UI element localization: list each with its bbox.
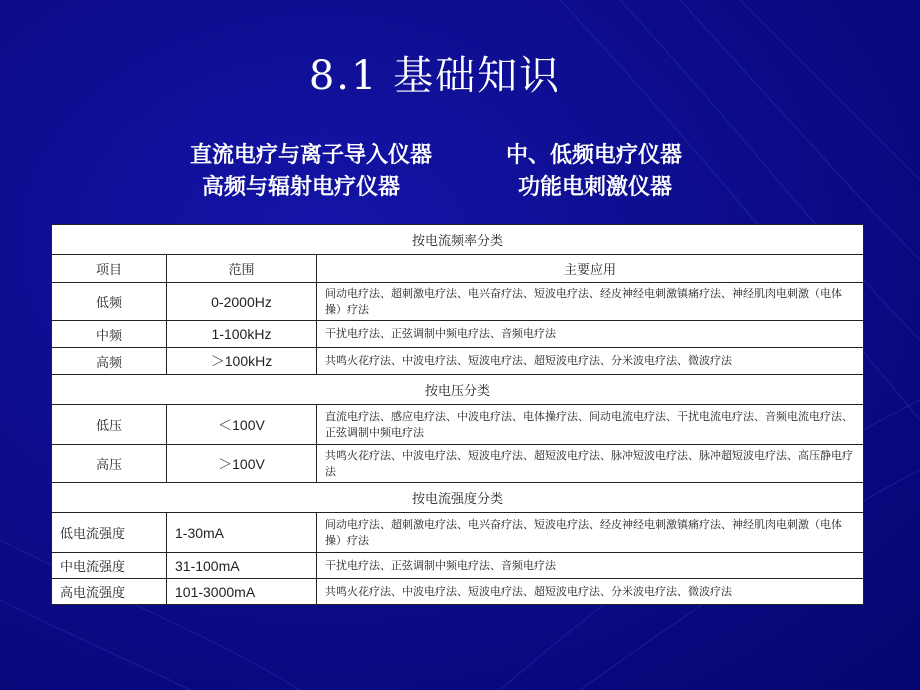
section-row [52, 483, 864, 513]
category-mid-low-freq: 中、低频电疗仪器 [506, 143, 683, 168]
table-row [52, 553, 864, 579]
table-row [52, 579, 864, 605]
range-cell: ＞100V [167, 445, 317, 483]
application-cell: 干扰电疗法、正弦调制中频电疗法、音频电疗法 [317, 321, 864, 348]
item-cell: 高频 [52, 348, 167, 375]
header-row [52, 255, 864, 283]
category-high-freq: 高频与辐射电疗仪器 [202, 175, 401, 200]
header-item: 项目 [52, 255, 167, 283]
application-cell: 共鸣火花疗法、中波电疗法、短波电疗法、超短波电疗法、脉冲短波电疗法、脉冲超短波电疗法、高压静电疗法 [317, 445, 864, 483]
range-cell: 1-100kHz [167, 321, 317, 348]
item-cell: 高电流强度 [52, 579, 167, 605]
header-range: 范围 [167, 255, 317, 283]
table-row [52, 513, 864, 553]
item-cell: 高压 [52, 445, 167, 483]
application-cell: 间动电疗法、超刺激电疗法、电兴奋疗法、短波电疗法、经皮神经电刺激镇痛疗法、神经肌肉电刺激（电体操）疗法 [317, 283, 864, 321]
table-row [52, 321, 864, 348]
range-cell: 101-3000mA [167, 579, 317, 605]
table-row [52, 283, 864, 321]
slide-title: 8.1 基础知识 [308, 53, 562, 99]
application-cell: 直流电疗法、感应电疗法、中波电疗法、电体操疗法、间动电流电疗法、干扰电流电疗法、音频电流电疗法、正弦调制中频电疗法 [317, 405, 864, 445]
range-cell: ＞100kHz [167, 348, 317, 375]
application-cell: 共鸣火花疗法、中波电疗法、短波电疗法、超短波电疗法、分米波电疗法、微波疗法 [317, 348, 864, 375]
table-row [52, 348, 864, 375]
category-dc-ion: 直流电疗与离子导入仪器 [190, 143, 433, 168]
table-row [52, 445, 864, 483]
item-cell: 中频 [52, 321, 167, 348]
header-application: 主要应用 [317, 255, 864, 283]
table-row [52, 405, 864, 445]
section-title-current: 按电流强度分类 [52, 483, 864, 513]
item-cell: 中电流强度 [52, 553, 167, 579]
application-cell: 间动电疗法、超刺激电疗法、电兴奋疗法、短波电疗法、经皮神经电刺激镇痛疗法、神经肌肉电刺激（电体操）疗法 [317, 513, 864, 553]
application-cell: 共鸣火花疗法、中波电疗法、短波电疗法、超短波电疗法、分米波电疗法、微波疗法 [317, 579, 864, 605]
section-row [52, 225, 864, 255]
application-cell: 干扰电疗法、正弦调制中频电疗法、音频电疗法 [317, 553, 864, 579]
section-row [52, 375, 864, 405]
range-cell: 0-2000Hz [167, 283, 317, 321]
range-cell: 31-100mA [167, 553, 317, 579]
category-functional-stim: 功能电刺激仪器 [518, 175, 673, 200]
range-cell: 1-30mA [167, 513, 317, 553]
classification-table [51, 224, 864, 605]
section-title-voltage: 按电压分类 [52, 375, 864, 405]
item-cell: 低频 [52, 283, 167, 321]
section-title-frequency: 按电流频率分类 [52, 225, 864, 255]
item-cell: 低电流强度 [52, 513, 167, 553]
item-cell: 低压 [52, 405, 167, 445]
range-cell: ＜100V [167, 405, 317, 445]
